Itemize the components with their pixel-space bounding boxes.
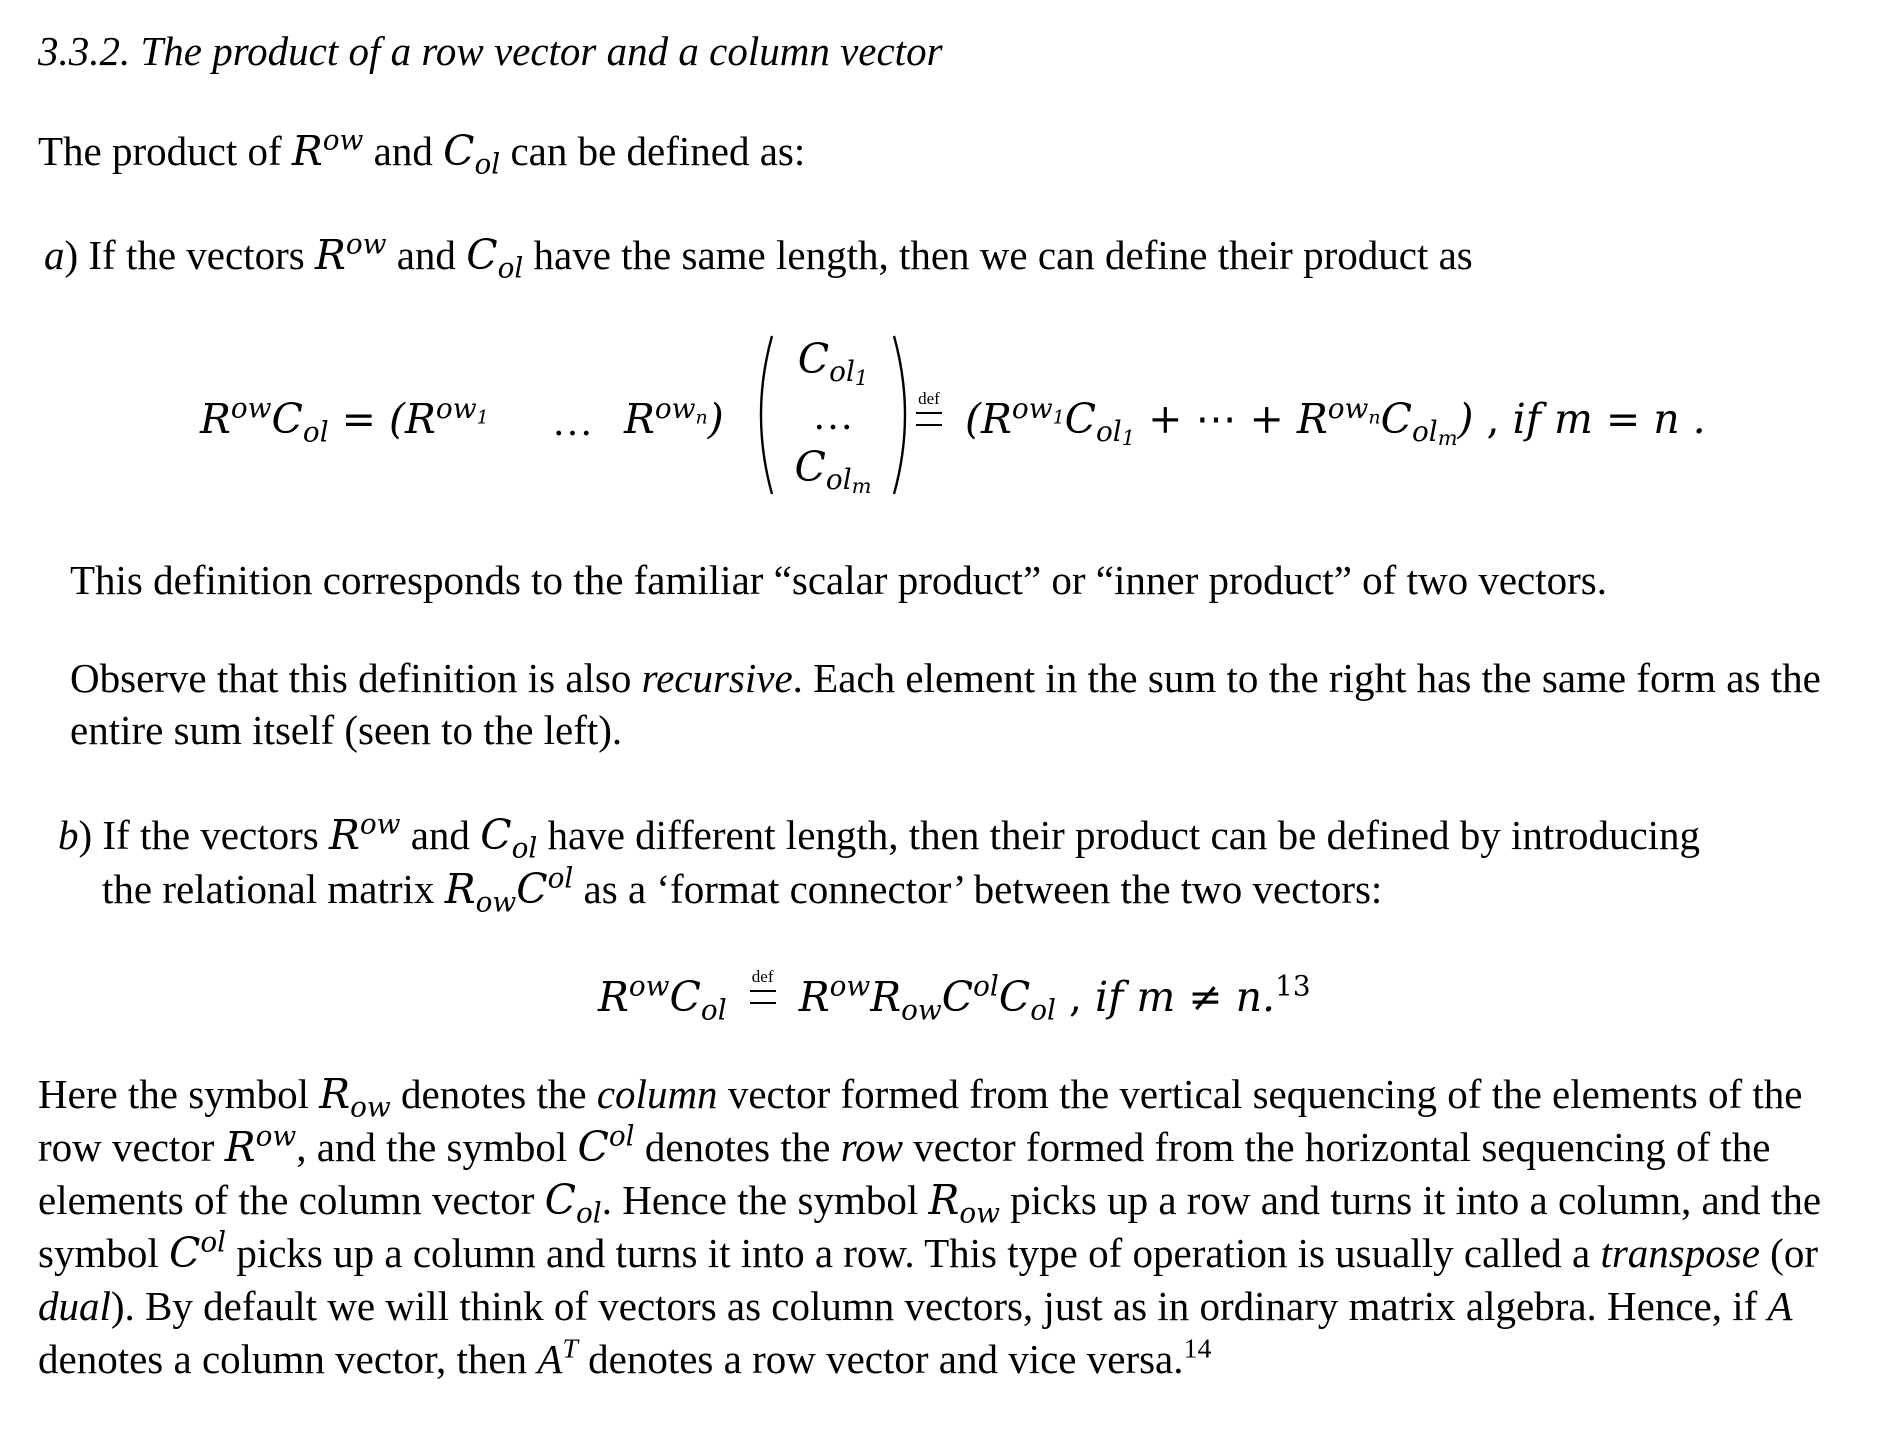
- equation-b: $R^{ow}C_{ol}$ def $R^{ow}R_{ow}C^{ol}C_{ol}$ , if m ≠ n.$^{13}$: [598, 967, 1311, 1027]
- def-equals-symbol-b: def: [746, 972, 780, 1013]
- equation-b-condition: if m ≠ n.: [1095, 973, 1276, 1021]
- equation-a-right: def ($R^{ow_1}C_{ol_1}$ + ⋯ + $R^{ow_n}C_{ol_m}$) , if m = n .: [906, 392, 1706, 446]
- column-vector: [748, 330, 918, 500]
- relational-matrix: $R_{ow}C^{ol}$: [444, 861, 574, 919]
- emphasis-recursive: recursive: [641, 655, 793, 701]
- column-vector-entry-first: $C_{ol_1}$: [797, 335, 869, 391]
- equation-a-condition: if m = n .: [1512, 395, 1706, 443]
- equation-a-ellipsis: …: [552, 398, 593, 444]
- footnote-14: 14: [1183, 1333, 1212, 1365]
- final-paragraph: Here the symbol $R_{ow}$ denotes the column vector formed from the vertical sequencing of the elements of the row vector $R^{ow}$, and the symbol $C^{ol}$ denotes the row vector formed from the horizontal sequencing of the elements of the column vector $C_{ol}$. Hence the symbol $R_{ow}$ picks up a row and turns it into a column, and the symbol $C^{ol}$ picks up a column and turns it into a row. This type of operation is usually called a transpose (or dual). By default we will think of vectors as column vectors, just as in ordinary matrix algebra. Hence, if A denotes a column vector, then $A^T$ denotes a row vector and vice versa.$^{14}$: [38, 1070, 1822, 1382]
- section-title: 3.3.2. The product of a row vector and a column vector: [38, 28, 943, 74]
- note-recursive: Observe that this definition is also recursive. Each element in the sum to the right has the same form as the entire sum itself (seen to the left).: [70, 655, 1821, 753]
- case-b-line-1: b) If the vectors $R^{ow}$ and $C_{ol}$ have different length, then their product can be defined by introducing: [58, 807, 1701, 865]
- math-col: $C_{ol}$: [443, 127, 501, 181]
- column-vector-entry-last: $C_{ol_m}$: [794, 443, 872, 499]
- intro-line: The product of $R^{ow}$ and $C_{ol}$ can be defined as:: [38, 123, 806, 181]
- case-b-line-2: the relational matrix $R_{ow}C^{ol}$ as a ‘format connector’ between the two vectors:: [102, 861, 1383, 919]
- equation-a-left: $R^{ow}C_{ol} = (R^{ow_1}$: [200, 391, 489, 449]
- case-a-label: a: [44, 232, 65, 278]
- footnote-13: 13: [1275, 969, 1311, 1003]
- math-row: $R^{ow}$: [291, 123, 364, 175]
- note-scalar-product: This definition corresponds to the familiar “scalar product” or “inner product” of two vectors.: [70, 557, 1607, 603]
- column-vector-ellipsis: …: [812, 392, 854, 438]
- equation-a-row-n: $R^{ow_n}$): [624, 391, 724, 443]
- def-equals-symbol: def: [912, 394, 946, 435]
- case-b-label: b: [58, 812, 79, 858]
- case-a-line: a) If the vectors $R^{ow}$ and $C_{ol}$ have the same length, then we can define their product as: [44, 227, 1473, 285]
